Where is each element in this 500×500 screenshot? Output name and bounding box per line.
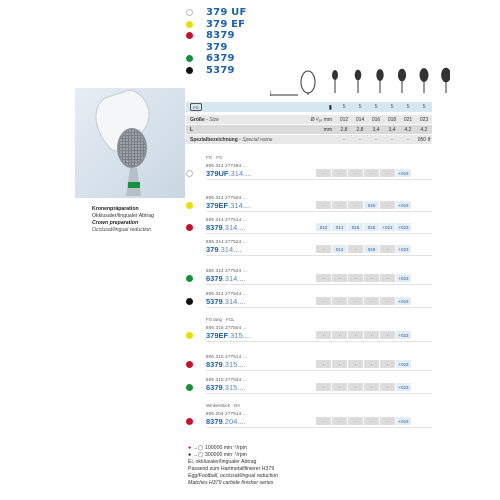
color-dot-icon [186,246,193,253]
row-divider [206,393,432,394]
color-dot-icon [186,32,193,39]
ref-number: 806 315 277514 ... [206,354,248,359]
size-cell[interactable]: 018 [364,201,379,209]
size-cell[interactable]: - [380,360,395,368]
ref-number: 806 314 277514 ... [206,217,248,222]
size-cell[interactable]: - [332,297,347,305]
size-cell[interactable]: +023 [396,201,411,209]
spec-value: 014 [355,116,365,123]
spec-value: 021 [403,116,413,123]
catalog-number: 6379.314.... [206,274,246,283]
package-count: 5 [358,104,362,110]
size-cell[interactable]: - [316,169,331,177]
catalog-number: 8379.204.... [206,417,246,426]
size-cell[interactable]: - [316,360,331,368]
spec-value: 023 [419,116,429,123]
size-cell[interactable]: +021 [380,223,395,231]
size-cell[interactable]: +023 [396,223,411,231]
tooth-bur-icon [75,88,185,198]
speed-max: ● →◯ 300000 min⁻¹/rpm [188,452,247,458]
package-count: 5 [390,104,394,110]
legend-code: 8379 [206,30,235,41]
row-divider [206,370,432,371]
footer-de1: Ei, okklusaler/lingualer Abtrag [188,459,257,465]
spec-table [186,102,432,145]
special-name-row: Spezialbezeichnung - Special name - - - - - 050 If [186,135,432,144]
legend-item [186,30,235,41]
legend-item [186,53,235,64]
package-count-row [336,104,432,110]
size-cell[interactable]: - [348,331,363,339]
size-cell[interactable]: - [316,201,331,209]
size-cell[interactable]: - [364,331,379,339]
section-label: FG lang · FGL [206,317,235,322]
legend-code: 379 UF [206,7,247,18]
color-dot-icon [186,361,193,368]
legend-code: 6379 [206,53,235,64]
size-cell[interactable]: +023 [396,169,411,177]
ref-number: 806 314 277504 ... [206,195,248,200]
row-divider [206,233,432,234]
size-availability [316,201,412,209]
ref-number: 806 314 277524 ... [206,239,248,244]
package-count: 5 [406,104,410,110]
size-cell[interactable]: - [364,169,379,177]
row-divider [206,307,432,308]
spec-value: 012 [339,116,349,123]
description [92,206,154,234]
size-availability [316,274,412,282]
product-photo [75,88,185,198]
size-cell[interactable]: - [380,274,395,282]
color-dot-icon [186,67,193,74]
size-availability [316,417,412,425]
size-cell[interactable]: +023 [396,331,411,339]
size-cell[interactable]: - [364,383,379,391]
color-dot-icon [186,55,193,62]
package-count: 5 [374,104,378,110]
size-cell[interactable]: - [348,417,363,425]
color-dot-icon [186,275,193,282]
desc-en-sub: Occlusal/lingual reduction [92,227,152,233]
size-cell[interactable]: - [348,297,363,305]
size-cell[interactable]: - [316,274,331,282]
size-cell[interactable]: +023 [396,383,411,391]
spec-value: - [391,136,393,143]
footer-de2: Passend zum Hartmetallfinierer H379 [188,466,275,472]
size-cell[interactable]: - [316,245,331,253]
spec-value: 4,2 [420,126,428,133]
color-dot-icon [186,9,193,16]
color-dot-icon [186,298,193,305]
color-dot-icon [186,170,193,177]
spec-value: 018 [387,116,397,123]
size-cell[interactable]: - [380,169,395,177]
legend-code: 379 [206,41,228,53]
size-cell[interactable]: - [380,245,395,253]
size-cell[interactable]: - [316,331,331,339]
size-cell[interactable]: - [380,331,395,339]
spec-value: 3,4 [388,126,396,133]
color-dot-icon [186,202,193,209]
size-cell[interactable]: - [332,383,347,391]
spec-value: - [359,136,361,143]
size-cell[interactable]: 012 [316,223,331,231]
ref-number: 806 315 277504 ... [206,325,248,330]
size-cell[interactable]: 018 [364,245,379,253]
size-cell[interactable]: - [364,360,379,368]
legend-item [186,65,235,76]
footer-en2: Matches H379 carbide finisher series [188,480,274,486]
size-cell[interactable]: - [380,417,395,425]
legend-code: 5379 [206,64,235,76]
legend-item [186,7,247,18]
size-cell[interactable]: - [316,383,331,391]
size-availability [316,245,412,253]
desc-de-title: Kronenpräparation [92,206,139,212]
size-cell[interactable]: 016 [348,223,363,231]
size-cell[interactable]: +023 [396,417,411,425]
spec-value: 3,4 [372,126,380,133]
color-dot-icon [186,384,193,391]
size-cell[interactable]: - [316,417,331,425]
catalog-number: 379EF.314.... [206,201,252,210]
ref-number: 806 204 277514 ... [206,411,248,416]
size-cell[interactable]: - [364,297,379,305]
size-availability [316,383,412,391]
size-availability [316,297,412,305]
legend-item [186,19,245,30]
spec-value: 2,8 [356,126,364,133]
size-cell[interactable]: - [348,169,363,177]
size-cell[interactable]: - [348,383,363,391]
color-dot-icon [186,21,193,28]
catalog-number: 6379.315.... [206,383,246,392]
size-cell[interactable]: +023 [396,360,411,368]
length-row: L mm 2,8 2,8 3,4 3,4 4,2 4,2 [186,125,432,134]
size-cell[interactable]: - [332,360,347,368]
row-divider [206,341,432,342]
color-dot-icon [186,418,193,425]
row-divider [206,284,432,285]
size-availability [316,331,412,339]
row-divider [206,211,432,212]
spec-value: 2,8 [340,126,348,133]
ref-number: 806 315 277534 ... [206,377,248,382]
bur-silhouettes-icon [270,65,450,97]
size-cell[interactable]: - [348,274,363,282]
size-cell[interactable]: - [332,169,347,177]
section-label: FG · FG [206,155,223,160]
size-cell[interactable]: - [348,245,363,253]
size-cell[interactable]: +023 [396,245,411,253]
catalog-number: 379.314.... [206,245,242,254]
size-cell[interactable]: 018 [364,223,379,231]
size-cell[interactable]: - [364,417,379,425]
desc-en-title: Crown preparation [92,220,139,226]
spec-value: - [375,136,377,143]
spec-value: - [343,136,345,143]
size-cell[interactable]: - [316,297,331,305]
size-cell[interactable]: - [332,331,347,339]
legend-code: 379 EF [206,18,246,30]
row-divider [206,179,432,180]
catalog-number: 8379.314.... [206,223,246,232]
size-cell[interactable]: - [380,383,395,391]
size-cell[interactable]: - [348,201,363,209]
catalog-number: 379UF.314.... [206,169,252,178]
spec-value: - [407,136,409,143]
size-cell[interactable]: - [332,274,347,282]
ref-number: 806 314 277534 ... [206,268,248,273]
footer-en1: Egg/Football, occlusal/lingual reduction [188,473,278,479]
color-dot-icon [186,44,193,51]
fg-icon: FG [190,103,202,111]
packaging-band [186,102,432,112]
catalog-number: 8379.315.... [206,360,246,369]
size-cell[interactable]: +023 [396,274,411,282]
legend-item [186,42,227,53]
size-cell[interactable]: - [332,201,347,209]
spec-value: 050 If [417,136,431,143]
size-cell[interactable]: 014 [332,223,347,231]
size-availability [316,223,412,231]
package-icon: ▮ [328,104,332,111]
speed-recommended: ● →◯ 100000 min⁻¹/rpm [188,445,247,451]
row-divider [206,427,432,428]
spec-value: 016 [371,116,381,123]
size-availability [316,360,412,368]
size-cell[interactable]: - [348,360,363,368]
size-cell[interactable]: - [380,201,395,209]
ref-number: 806 314 277494 ... [206,163,248,168]
catalog-number: 379EF.315.... [206,331,252,340]
size-cell[interactable]: +023 [396,297,411,305]
size-cell[interactable]: - [332,417,347,425]
ref-number: 806 314 277544 ... [206,291,248,296]
package-count: 5 [342,104,346,110]
size-row: Größe - Size Ø ¹⁄₁₀ mm 012 014 016 018 021 023 [186,115,432,124]
footer-notes [188,445,278,487]
color-dot-icon [186,332,193,339]
size-cell[interactable]: 014 [332,245,347,253]
catalog-number: 5379.314.... [206,297,246,306]
size-availability [316,169,412,177]
row-divider [206,255,432,256]
desc-de-sub: Okklusaler/lingualer Abtrag [92,213,154,219]
color-dot-icon [186,224,193,231]
package-count: 5 [422,104,426,110]
spec-value: 4,2 [404,126,412,133]
size-cell[interactable]: - [380,297,395,305]
size-cell[interactable]: - [364,274,379,282]
section-label: Winkelstück · RA [206,403,241,408]
